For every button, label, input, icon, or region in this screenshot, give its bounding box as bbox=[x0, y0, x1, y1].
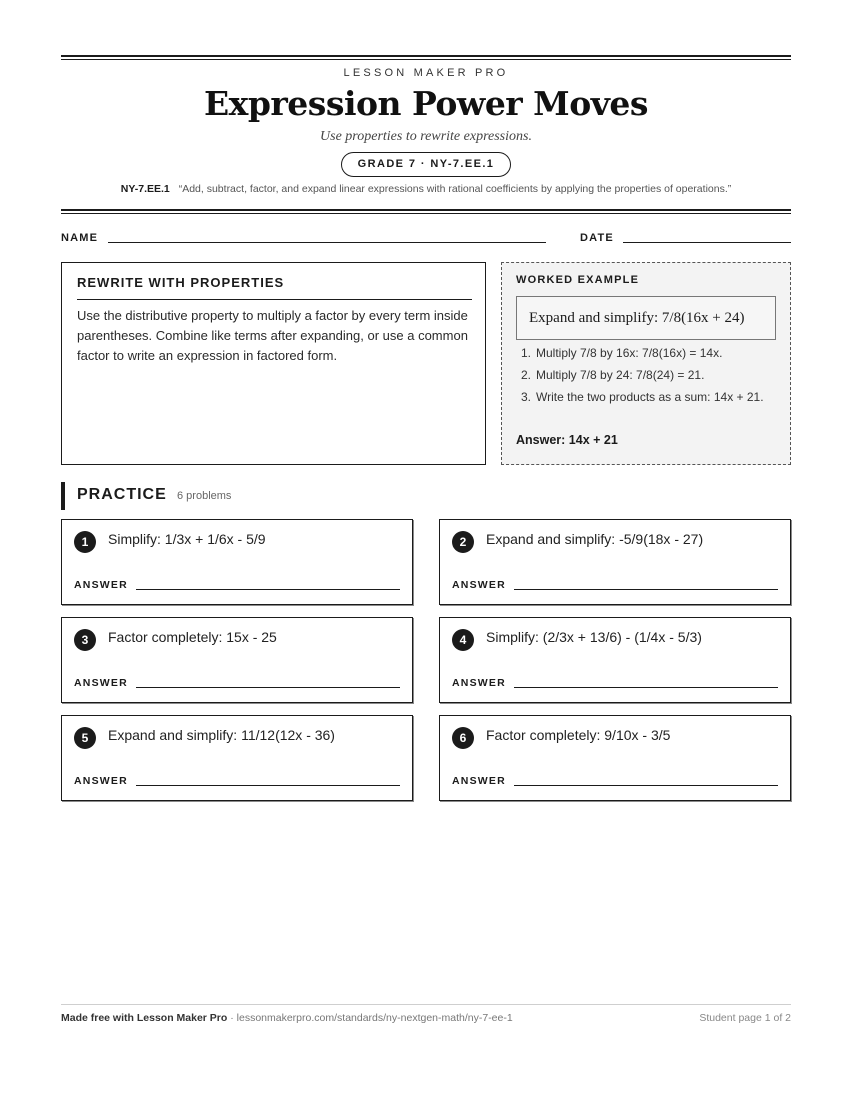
problem-text: Factor completely: 9/10x - 3/5 bbox=[486, 727, 671, 743]
standard-code: NY-7.EE.1 bbox=[120, 183, 170, 195]
answer-field-3[interactable] bbox=[136, 687, 400, 688]
practice-title: PRACTICE bbox=[77, 486, 167, 503]
header-bottom-rule-thin bbox=[61, 213, 791, 214]
problem-text: Simplify: (2/3x + 13/6) - (1/4x - 5/3) bbox=[486, 629, 702, 645]
footer-made-with: Made free with Lesson Maker Pro bbox=[61, 1012, 228, 1024]
answer-field-2[interactable] bbox=[514, 589, 778, 590]
footer-credit bbox=[61, 1012, 513, 1024]
problem-text: Simplify: 1/3x + 1/6x - 5/9 bbox=[108, 531, 266, 547]
step-text: Write the two products as a sum: 14x + 21. bbox=[536, 390, 764, 404]
grade-badge: GRADE 7 · NY-7.EE.1 bbox=[341, 152, 511, 177]
problem-text: Expand and simplify: -5/9(18x - 27) bbox=[486, 531, 704, 547]
worked-step bbox=[516, 366, 778, 385]
footer-divider bbox=[61, 1004, 791, 1005]
problem-number-badge: 2 bbox=[452, 531, 474, 553]
answer-field-1[interactable] bbox=[136, 589, 400, 590]
problem-number-badge: 1 bbox=[74, 531, 96, 553]
page-subtitle: Use properties to rewrite expressions. bbox=[320, 129, 532, 144]
name-field[interactable] bbox=[108, 242, 546, 243]
practice-count: 6 problems bbox=[177, 490, 232, 502]
footer-page-number: Student page 1 of 2 bbox=[699, 1012, 791, 1024]
worked-step bbox=[516, 344, 778, 363]
problem-number-badge: 3 bbox=[74, 629, 96, 651]
header-bottom-rule bbox=[61, 209, 791, 211]
practice-accent-bar bbox=[61, 482, 65, 510]
answer-field-6[interactable] bbox=[514, 785, 778, 786]
worked-example-steps bbox=[516, 344, 778, 410]
answer-field-5[interactable] bbox=[136, 785, 400, 786]
worked-example-box bbox=[501, 262, 791, 465]
footer-separator: · bbox=[227, 1012, 237, 1024]
step-text: Multiply 7/8 by 16x: 7/8(16x) = 14x. bbox=[536, 346, 723, 360]
problem-card-6 bbox=[439, 715, 791, 801]
worked-example-answer: Answer: 14x + 21 bbox=[516, 433, 618, 447]
worked-example-problem: Expand and simplify: 7/8(16x + 24) bbox=[516, 296, 776, 340]
footer-url-link[interactable]: lessonmakerpro.com/standards/ny-nextgen-math/ny-7-ee-1 bbox=[236, 1012, 513, 1024]
answer-label: ANSWER bbox=[452, 579, 506, 591]
problem-card-5 bbox=[61, 715, 413, 801]
worked-example-heading: WORKED EXAMPLE bbox=[516, 274, 640, 286]
rewrite-body: Use the distributive property to multiply a factor by every term inside parentheses. Combine like terms after expanding, or use a common factor to write an expression in factored form. bbox=[77, 308, 468, 363]
brand-label: LESSON MAKER PRO bbox=[343, 67, 509, 79]
answer-label: ANSWER bbox=[74, 677, 128, 689]
problem-card-4 bbox=[439, 617, 791, 703]
step-number: 3. bbox=[521, 390, 532, 404]
answer-label: ANSWER bbox=[452, 775, 506, 787]
step-number: 2. bbox=[521, 368, 532, 382]
answer-label: ANSWER bbox=[74, 775, 128, 787]
rewrite-heading: REWRITE WITH PROPERTIES bbox=[77, 275, 285, 290]
rewrite-divider bbox=[77, 299, 472, 300]
answer-field-4[interactable] bbox=[514, 687, 778, 688]
header-top-rule bbox=[61, 55, 791, 57]
worksheet-page bbox=[61, 0, 791, 1100]
problem-card-3 bbox=[61, 617, 413, 703]
answer-label: ANSWER bbox=[452, 677, 506, 689]
problem-card-2 bbox=[439, 519, 791, 605]
step-number: 1. bbox=[521, 346, 532, 360]
header-top-rule-thin bbox=[61, 59, 791, 60]
answer-label: ANSWER bbox=[74, 579, 128, 591]
worked-step bbox=[516, 388, 778, 407]
step-text: Multiply 7/8 by 24: 7/8(24) = 21. bbox=[536, 368, 705, 382]
problem-text: Expand and simplify: 11/12(12x - 36) bbox=[108, 727, 335, 743]
problem-number-badge: 6 bbox=[452, 727, 474, 749]
date-field[interactable] bbox=[623, 242, 791, 243]
problem-text: Factor completely: 15x - 25 bbox=[108, 629, 277, 645]
standard-description bbox=[61, 183, 791, 195]
problem-card-1 bbox=[61, 519, 413, 605]
problem-number-badge: 5 bbox=[74, 727, 96, 749]
standard-text: “Add, subtract, factor, and expand linear expressions with rational coefficients by applying the properties of operations.” bbox=[178, 183, 732, 195]
date-label: DATE bbox=[580, 232, 614, 244]
page-title: Expression Power Moves bbox=[204, 84, 648, 123]
name-label: NAME bbox=[61, 232, 99, 244]
problem-number-badge: 4 bbox=[452, 629, 474, 651]
rewrite-properties-box bbox=[61, 262, 486, 465]
